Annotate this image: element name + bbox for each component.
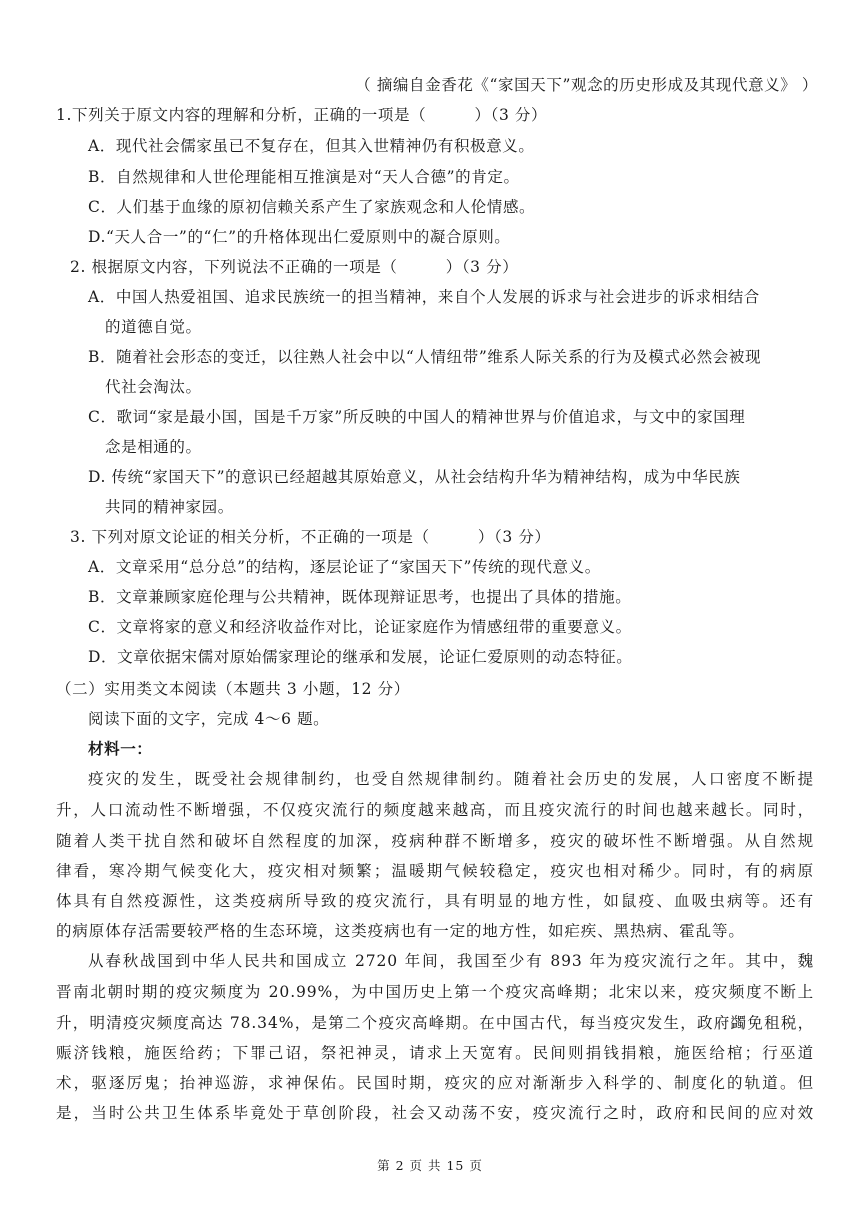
- question-2-option-a: A．中国人热爱祖国、追求民族统一的担当精神，来自个人发展的诉求与社会进步的诉求相结合: [88, 288, 760, 306]
- section-heading: （二）实用类文本阅读（本题共 3 小题，12 分）: [56, 680, 410, 698]
- question-2-option-b: B．随着社会形态的变迁，以往熟人社会中以“人情纽带”维系人际关系的行为及模式必然会被现: [88, 348, 762, 366]
- paragraph-2-line: 升，明清疫灾频度高达 78.34%，是第二个疫灾高峰期。在中国古代，每当疫灾发生，政府蠲免租税，: [56, 1014, 814, 1032]
- question-3-option-c: C．文章将家的意义和经济收益作对比，论证家庭作为情感纽带的重要意义。: [88, 618, 632, 636]
- question-1-option-c: C．人们基于血缘的原初信赖关系产生了家族观念和人伦情感。: [88, 198, 536, 216]
- question-1-option-b: B．自然规律和人世伦理能相互推演是对“天人合德”的肯定。: [88, 168, 520, 186]
- source-citation: （ 摘编自金香花《“家国天下”观念的历史形成及其现代意义》 ）: [355, 76, 818, 94]
- paragraph-2-line: 从春秋战国到中华人民共和国成立 2720 年间，我国至少有 893 年为疫灾流行之年。其中，魏: [88, 952, 814, 970]
- paragraph-1-line: 升，人口流动性不断增强，不仅疫灾流行的频度越来越高，而且疫灾流行的时间也越来越长。同时，: [56, 801, 814, 819]
- paragraph-1-line: 的病原体存活需要较严格的生态环境，这类疫病也有一定的地方性，如疟疾、黑热病、霍乱等。: [56, 922, 745, 940]
- page-footer: 第 2 页 共 15 页: [377, 1158, 483, 1173]
- paragraph-2-line: 晋南北朝时期的疫灾频度为 20.99%，为中国历史上第一个疫灾高峰期；北宋以来，疫灾频度不断上: [56, 983, 814, 1001]
- paragraph-1-line: 体具有自然疫源性，这类疫病所导致的疫灾流行，具有明显的地方性，如鼠疫、血吸虫病等。还有: [56, 892, 814, 910]
- question-1-option-a: A．现代社会儒家虽已不复存在，但其入世精神仍有积极意义。: [88, 137, 535, 155]
- paragraph-2-line: 是，当时公共卫生体系毕竟处于草创阶段，社会又动荡不安，疫灾流行之时，政府和民间的应对效: [56, 1104, 814, 1122]
- question-2-option-a-cont: 的道德自觉。: [105, 318, 202, 336]
- material-title: 材料一：: [88, 739, 153, 758]
- question-2-stem: 2. 根据原文内容，下列说法不正确的一项是（ ）（3 分）: [70, 258, 519, 276]
- question-2-option-d-cont: 共同的精神家园。: [105, 498, 234, 516]
- question-2-option-c-cont: 念是相通的。: [105, 438, 202, 456]
- paragraph-1-line: 疫灾的发生，既受社会规律制约，也受自然规律制约。随着社会历史的发展，人口密度不断提: [88, 770, 814, 788]
- question-3-option-a: A．文章采用“总分总”的结构，逐层论证了“家国天下”传统的现代意义。: [88, 558, 601, 576]
- paragraph-1-line: 律看，寒冷期气候变化大，疫灾相对频繁；温暖期气候较稳定，疫灾也相对稀少。同时，有的病原: [56, 862, 814, 880]
- question-1-option-d: D.“天人合一”的“仁”的升格体现出仁爱原则中的凝合原则。: [88, 228, 511, 246]
- question-3-option-b: B．文章兼顾家庭伦理与公共精神，既体现辩证思考，也提出了具体的措施。: [88, 588, 632, 606]
- section-instruction: 阅读下面的文字，完成 4～6 题。: [88, 710, 330, 728]
- paragraph-2-line: 赈济钱粮，施医给药；下罪己诏，祭祀神灵，请求上天宽宥。民间则捐钱捐粮，施医给棺；行巫道: [56, 1044, 814, 1062]
- paragraph-2-line: 术，驱逐厉鬼；抬神巡游，求神保佑。民国时期，疫灾的应对渐渐步入科学的、制度化的轨道。但: [56, 1074, 814, 1092]
- question-2-option-c: C．歌词“家是最小国，国是千万家”所反映的中国人的精神世界与价值追求，与文中的家国理: [88, 408, 746, 426]
- paragraph-1-line: 随着人类干扰自然和破坏自然程度的加深，疫病种群不断增多，疫灾的破坏性不断增强。从自然规: [56, 832, 814, 850]
- question-3-stem: 3. 下列对原文论证的相关分析，不正确的一项是（ ）（3 分）: [70, 528, 551, 546]
- question-1-stem: 1.下列关于原文内容的理解和分析，正确的一项是（ ）（3 分）: [56, 106, 548, 124]
- question-2-option-d: D. 传统“家国天下”的意识已经超越其原始意义，从社会结构升华为精神结构，成为中华民族: [88, 468, 741, 486]
- question-3-option-d: D．文章依据宋儒对原始儒家理论的继承和发展，论证仁爱原则的动态特征。: [88, 648, 633, 666]
- question-2-option-b-cont: 代社会淘汰。: [105, 378, 202, 396]
